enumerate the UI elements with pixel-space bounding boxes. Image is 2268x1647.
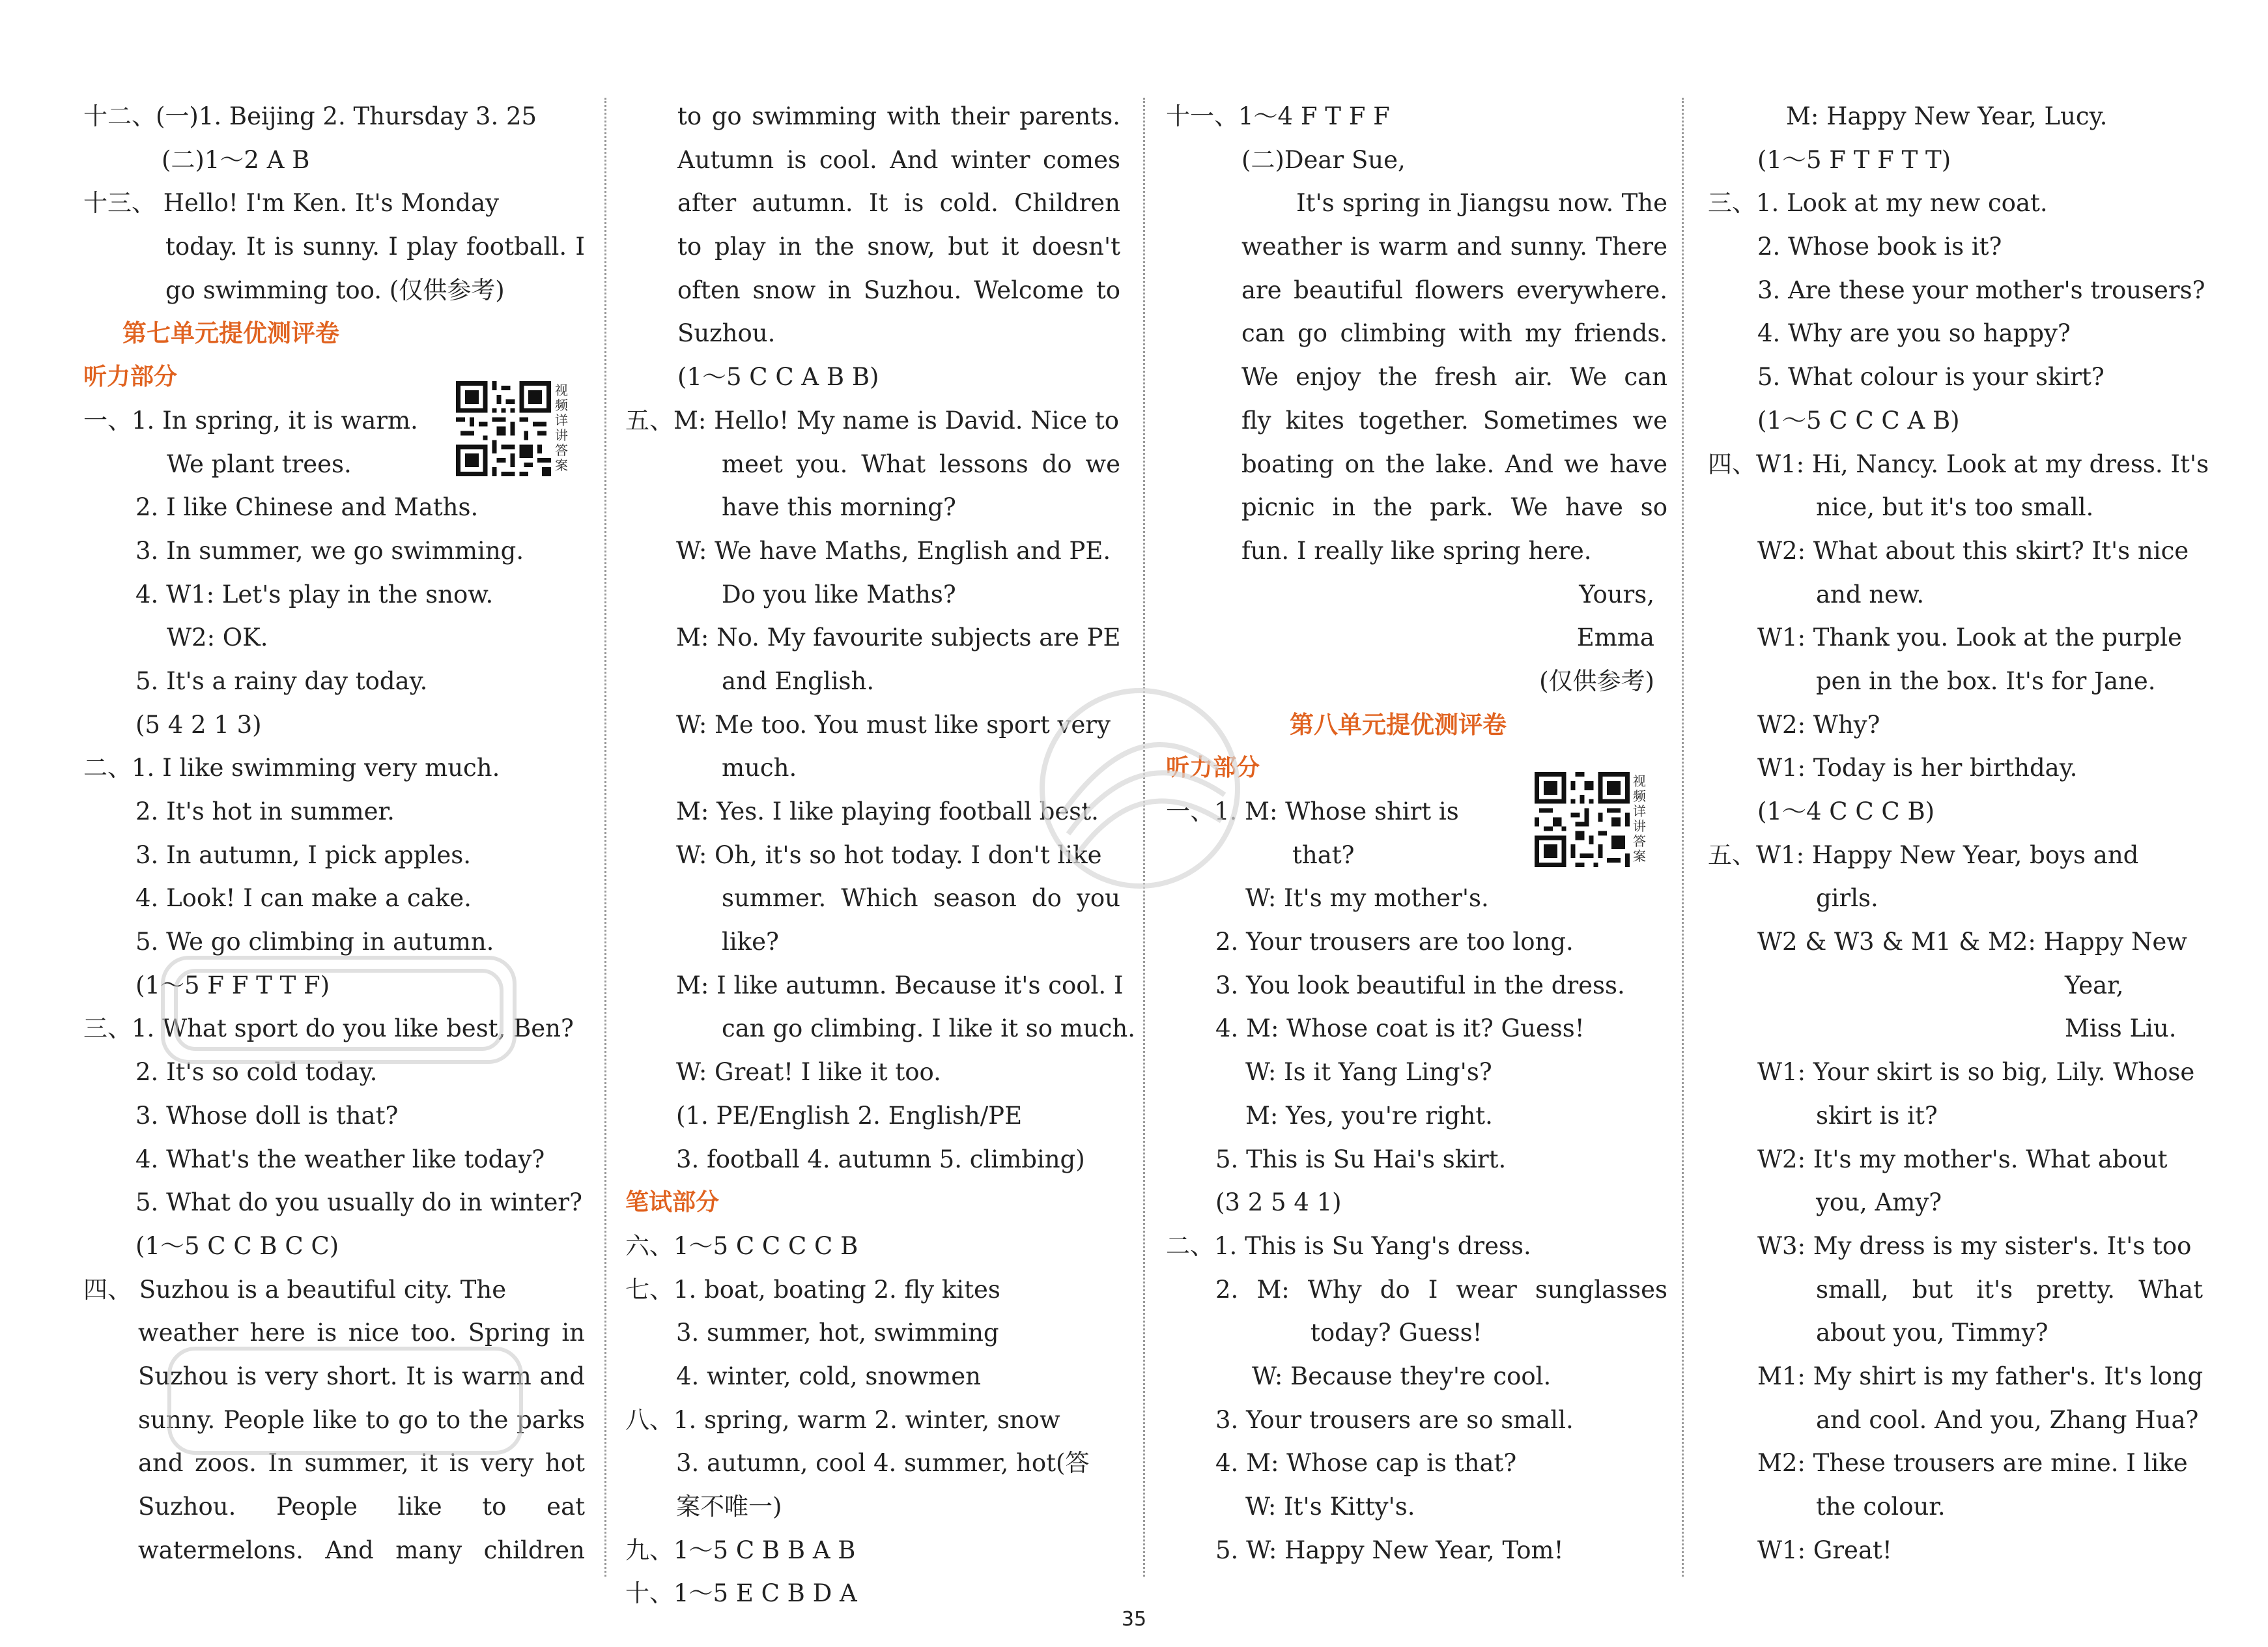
column-divider (1143, 98, 1145, 1577)
text-line: can go climbing. I like it so much. (722, 1014, 1135, 1043)
text-line: 三、1. Look at my new coat. (1708, 189, 2048, 218)
text-line: (1. PE/English 2. English/PE (676, 1101, 1023, 1130)
text-line: 2. I like Chinese and Maths. (135, 493, 479, 522)
text-line: M: Happy New Year, Lucy. (1786, 102, 2108, 130)
text-line: 2. It's hot in summer. (135, 797, 395, 825)
text-line: weather here is nice too. Spring in (138, 1319, 585, 1347)
text-line: It's spring in Jiangsu now. The (1296, 189, 1667, 218)
text-line: that? (1292, 840, 1355, 869)
unit-8-title: 第八单元提优测评卷 (1290, 710, 1507, 739)
qr-code[interactable] (456, 381, 551, 476)
text-line: to go swimming with their parents. (677, 102, 1120, 130)
text-line: M: I like autumn. Because it's cool. I (676, 971, 1124, 999)
text-line: 二、1. I like swimming very much. (83, 754, 500, 782)
text-line: 3. In autumn, I pick apples. (135, 840, 472, 869)
text-line: 五、W1: Happy New Year, boys and (1708, 840, 2139, 869)
text-line: W: Great! I like it too. (676, 1058, 941, 1087)
text-line: you, Amy? (1816, 1188, 1942, 1217)
text-line: girls. (1816, 884, 1878, 913)
text-line: fun. I really like spring here. (1241, 536, 1592, 565)
text-line: M: Yes. I like playing football best. (676, 797, 1099, 825)
text-line: the colour. (1816, 1493, 1946, 1521)
section-heading-listening: 听力部分 (1166, 754, 1260, 782)
text-line: 八、1. spring, warm 2. winter, snow (625, 1405, 1060, 1434)
text-line: 2. Your trousers are too long. (1215, 928, 1574, 956)
text-line: 5. This is Su Hai's skirt. (1215, 1145, 1507, 1173)
text-line: 4. Why are you so happy? (1757, 319, 2071, 348)
qr-caption: 视频详讲答案 (1633, 773, 1646, 864)
text-line: M: No. My favourite subjects are PE (676, 623, 1121, 652)
text-line: (1～5 F T F T T) (1757, 145, 1951, 174)
text-line: Emma (1576, 623, 1654, 652)
text-line: M2: These trousers are mine. I like (1757, 1449, 2188, 1478)
text-line: M: Yes, you're right. (1245, 1101, 1493, 1130)
text-line: and zoos. In summer, it is very hot (138, 1449, 585, 1478)
text-line: fly kites together. Sometimes we (1241, 406, 1667, 435)
text-line: have this morning? (722, 493, 956, 522)
column-divider (604, 98, 606, 1577)
column-divider (1682, 98, 1684, 1577)
text-line: W2: It's my mother's. What about (1757, 1145, 2168, 1173)
text-line: meet you. What lessons do we (722, 450, 1120, 478)
text-line: are beautiful flowers everywhere. (1241, 276, 1667, 304)
text-line: today? Guess! (1311, 1319, 1482, 1347)
text-line: weather is warm and sunny. There (1241, 233, 1667, 261)
text-line: 4. M: Whose cap is that? (1215, 1449, 1517, 1478)
text-line: 四、 Suzhou is a beautiful city. The (83, 1275, 507, 1304)
text-line: 5. What do you usually do in winter? (135, 1188, 582, 1217)
text-line: 4. winter, cold, snowmen (676, 1362, 981, 1390)
text-line: and cool. And you, Zhang Hua? (1816, 1405, 2199, 1434)
text-line: Yours, (1579, 580, 1654, 609)
text-line: boating on the lake. And we have (1241, 450, 1667, 478)
text-line: 十三、 Hello! I'm Ken. It's Monday (83, 189, 500, 218)
column-4 (1708, 95, 2209, 1572)
text-line: 五、M: Hello! My name is David. Nice to (625, 406, 1120, 435)
text-line: 九、1～5 C B B A B (625, 1536, 856, 1564)
text-line: 3. Are these your mother's trousers? (1757, 276, 2205, 304)
text-line: 七、1. boat, boating 2. fly kites (625, 1275, 1000, 1304)
text-line: much. (722, 754, 797, 782)
text-line: 2. M: Why do I wear sunglasses (1215, 1275, 1667, 1304)
text-line: skirt is it? (1816, 1101, 1938, 1130)
text-line: 5. W: Happy New Year, Tom! (1215, 1536, 1564, 1564)
text-line: 案不唯一) (676, 1493, 782, 1521)
text-line: 4. W1: Let's play in the snow. (135, 580, 494, 609)
qr-caption: 视频详讲答案 (555, 382, 568, 473)
text-line: M1: My shirt is my father's. It's long (1757, 1362, 2204, 1390)
text-line: after autumn. It is cold. Children (677, 189, 1120, 218)
text-line: W2: Why? (1757, 710, 1880, 739)
text-line: go swimming too. (仅供参考) (165, 276, 505, 304)
qr-code[interactable] (1535, 772, 1630, 867)
text-line: W: Is it Yang Ling's? (1245, 1058, 1492, 1087)
text-line: Miss Liu. (2065, 1014, 2177, 1043)
text-line: today. It is sunny. I play football. I (165, 233, 585, 261)
text-line: W: It's Kitty's. (1245, 1493, 1415, 1521)
text-line: 5. We go climbing in autumn. (135, 928, 494, 956)
text-line: pen in the box. It's for Jane. (1816, 666, 2156, 695)
text-line: 一、1. In spring, it is warm. (83, 406, 418, 435)
text-line: W3: My dress is my sister's. It's too (1757, 1231, 2192, 1260)
page-number: 35 (1121, 1608, 1147, 1631)
text-line: 5. What colour is your skirt? (1757, 363, 2105, 392)
text-line: sunny. People like to go to the parks (138, 1405, 585, 1434)
column-2 (625, 95, 1135, 1616)
text-line: W2: What about this skirt? It's nice (1757, 536, 2189, 565)
text-line: 4. Look! I can make a cake. (135, 884, 472, 913)
text-line: like? (722, 928, 779, 956)
text-line: (二)Dear Sue, (1241, 145, 1406, 174)
text-line: (1～5 C C B C C) (135, 1231, 339, 1260)
text-line: Year, (2065, 971, 2124, 999)
text-line: 一、1. M: Whose shirt is (1166, 797, 1459, 825)
text-line: 4. M: Whose coat is it? Guess! (1215, 1014, 1585, 1043)
text-line: 二、1. This is Su Yang's dress. (1166, 1231, 1531, 1260)
text-line: nice, but it's too small. (1816, 493, 2094, 522)
text-line: (1～5 C C C A B) (1757, 406, 1960, 435)
text-line: W2 & W3 & M1 & M2: Happy New (1757, 928, 2187, 956)
text-line: about you, Timmy? (1816, 1319, 2048, 1347)
text-line: 3. football 4. autumn 5. climbing) (676, 1145, 1085, 1173)
text-line: W: Oh, it's so hot today. I don't like (676, 840, 1102, 869)
text-line: 3. Whose doll is that? (135, 1101, 399, 1130)
text-line: small, but it's pretty. What (1816, 1275, 2203, 1304)
text-line: 十一、1～4 F T F F (1166, 102, 1390, 130)
unit-7-title: 第七单元提优测评卷 (122, 319, 339, 348)
text-line: W: It's my mother's. (1245, 884, 1489, 913)
text-line: and English. (722, 666, 875, 695)
text-line: W1: Your skirt is so big, Lily. Whose (1757, 1058, 2195, 1087)
text-line: Suzhou is very short. It is warm and (138, 1362, 585, 1390)
text-line: 4. What's the weather like today? (135, 1145, 545, 1173)
text-line: W: We have Maths, English and PE. (676, 536, 1111, 565)
section-heading-written: 笔试部分 (625, 1189, 720, 1216)
text-line: W1: Today is her birthday. (1757, 754, 2078, 782)
text-line: Suzhou. People like to eat (138, 1493, 585, 1521)
text-line: (3 2 5 4 1) (1215, 1188, 1342, 1217)
text-line: 5. It's a rainy day today. (135, 666, 428, 695)
column-1 (83, 95, 585, 1572)
text-line: 3. summer, hot, swimming (676, 1319, 999, 1347)
text-line: (5 4 2 1 3) (135, 710, 262, 739)
section-heading-listening: 听力部分 (83, 364, 178, 391)
text-line: W1: Great! (1757, 1536, 1892, 1564)
text-line: 3. You look beautiful in the dress. (1215, 971, 1625, 999)
text-line: 三、1. What sport do you like best, Ben? (83, 1014, 574, 1043)
text-line: We enjoy the fresh air. We can (1241, 363, 1667, 392)
text-line: W: Me too. You must like sport very (676, 710, 1111, 739)
text-line: Autumn is cool. And winter comes (677, 145, 1120, 174)
text-line: Suzhou. (677, 319, 776, 348)
text-line: 2. Whose book is it? (1757, 233, 2002, 261)
text-line: (二)1～2 A B (162, 145, 310, 174)
text-line: 3. autumn, cool 4. summer, hot(答 (676, 1449, 1090, 1478)
text-line: (仅供参考) (1539, 666, 1654, 695)
text-line: 六、1～5 C C C C B (625, 1231, 858, 1260)
text-line: and new. (1816, 580, 1925, 609)
text-line: W2: OK. (167, 623, 268, 652)
text-line: picnic in the park. We have so (1241, 493, 1667, 522)
text-line: (1～5 F F T T F) (135, 971, 330, 999)
text-line: 3. Your trousers are so small. (1215, 1405, 1574, 1434)
text-line: often snow in Suzhou. Welcome to (677, 276, 1120, 304)
text-line: 3. In summer, we go swimming. (135, 536, 524, 565)
text-line: (1～5 C C A B B) (677, 363, 879, 392)
text-line: 十、1～5 E C B D A (625, 1579, 857, 1608)
text-line: watermelons. And many children (138, 1536, 585, 1564)
text-line: 十二、(一)1. Beijing 2. Thursday 3. 25 (83, 102, 537, 130)
text-line: W: Because they're cool. (1252, 1362, 1552, 1390)
text-line: (1～4 C C C B) (1757, 797, 1935, 825)
text-line: 四、W1: Hi, Nancy. Look at my dress. It's (1708, 450, 2209, 478)
text-line: We plant trees. (167, 450, 352, 478)
text-line: to play in the snow, but it doesn't (677, 233, 1120, 261)
text-line: Do you like Maths? (722, 580, 956, 609)
text-line: W1: Thank you. Look at the purple (1757, 623, 2182, 652)
text-line: can go climbing with my friends. (1241, 319, 1667, 348)
text-line: 2. It's so cold today. (135, 1058, 378, 1087)
text-line: summer. Which season do you (722, 884, 1120, 913)
